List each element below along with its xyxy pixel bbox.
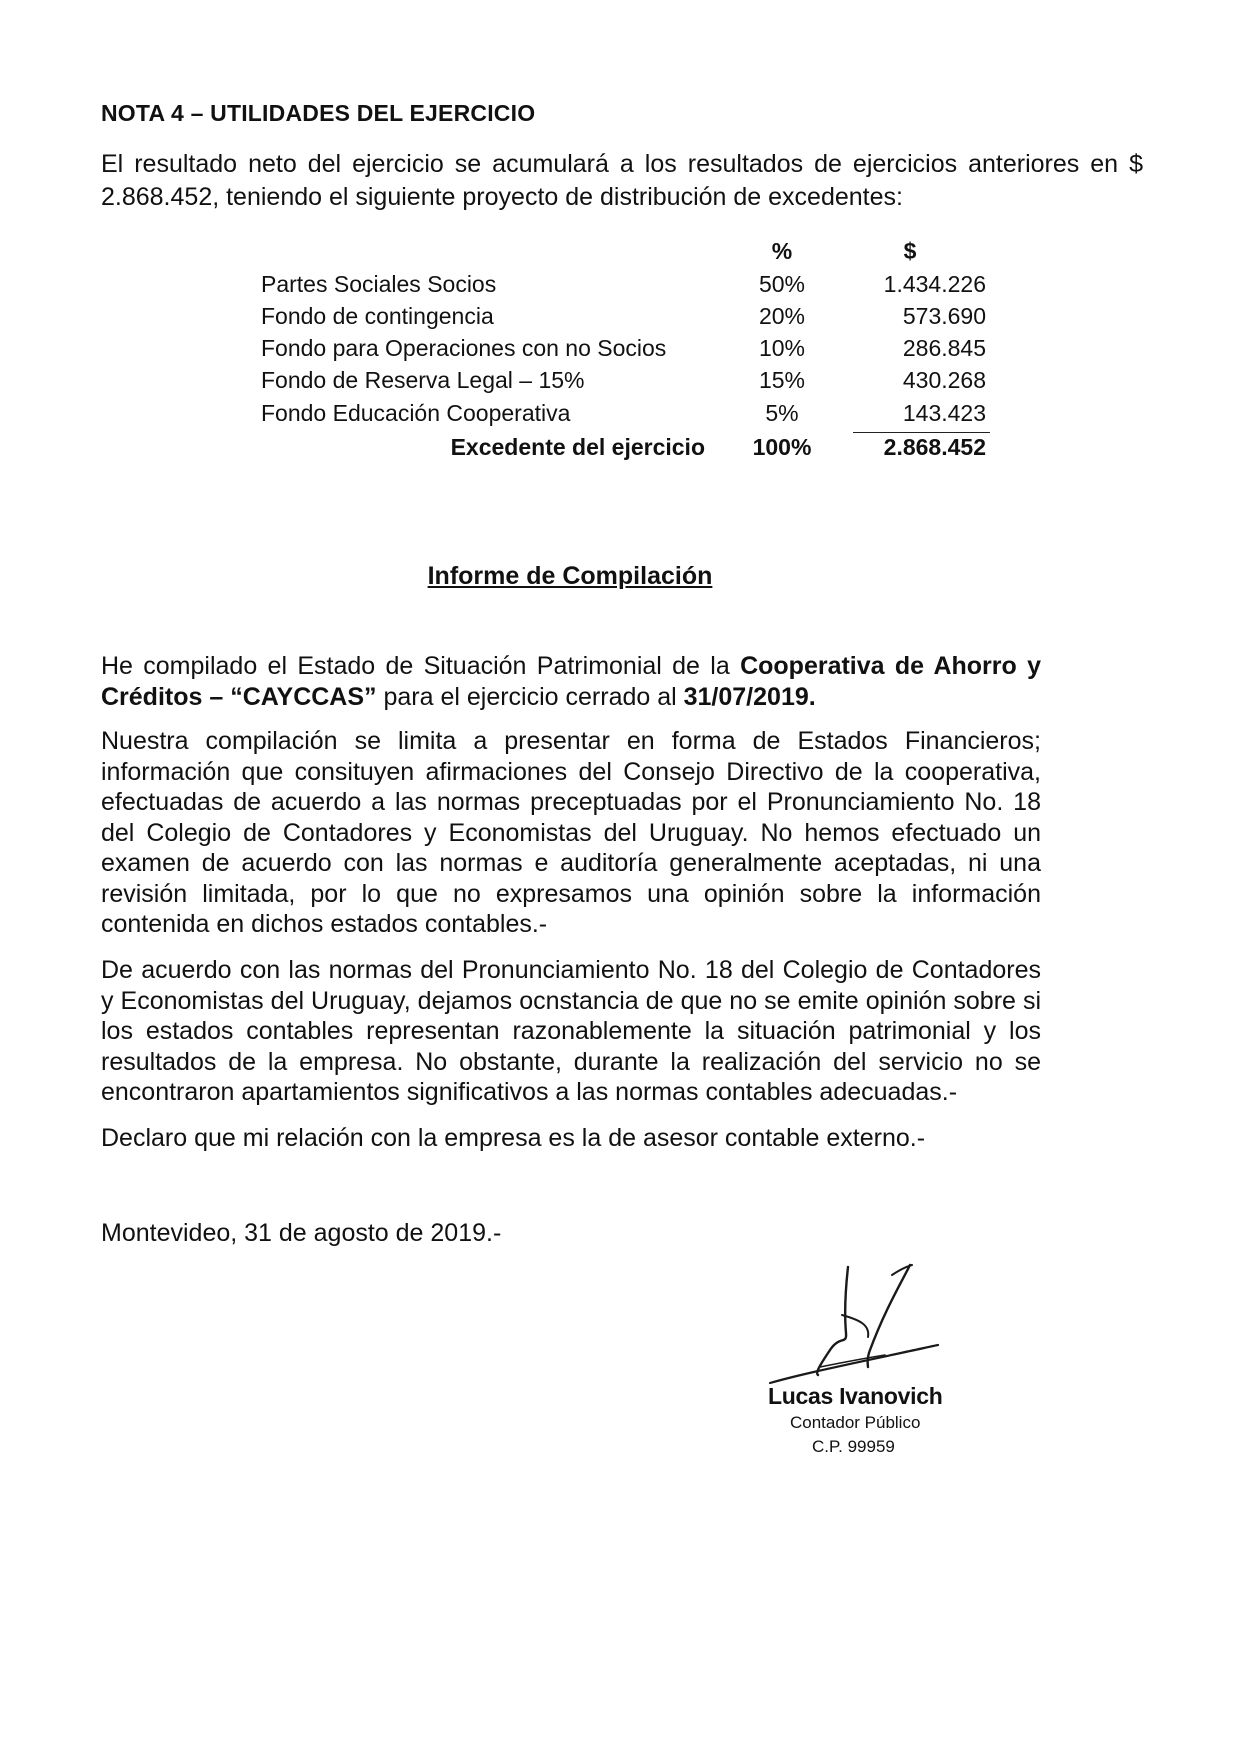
distribution-table xyxy=(0,0,1241,480)
signer-registration: C.P. 99959 xyxy=(812,1437,895,1456)
row-label: Fondo de Reserva Legal – 15% xyxy=(261,367,585,393)
row-percent: 15% xyxy=(758,367,806,393)
row-percent: 20% xyxy=(758,303,806,329)
row-label: Fondo Educación Cooperativa xyxy=(261,400,571,426)
report-title: Informe de Compilación xyxy=(427,562,713,590)
cooperative-name: Cooperativa de Ahorro y Créditos – “CAYCCAS” xyxy=(101,652,1042,711)
place-date: Montevideo, 31 de agosto de 2019.- xyxy=(101,1219,502,1247)
row-label: Fondo de contingencia xyxy=(261,303,494,329)
signer-name: Lucas Ivanovich xyxy=(768,1383,943,1409)
report-paragraph-4: Declaro que mi relación con la empresa es la de asesor contable externo.- xyxy=(101,1124,926,1152)
report-paragraph-1 xyxy=(101,651,1041,712)
p1-text-c: para el ejercicio cerrado al xyxy=(376,682,684,711)
row-amount: 573.690 xyxy=(902,303,986,329)
report-paragraph-2: Nuestra compilación se limita a presentar en forma de Estados Financieros; información que consituyen afirmaciones del Consejo Directivo de la cooperativa, efectuadas de acuerdo a las normas preceptuadas por el Pronunciamiento No. 18 del Colegio de Contadores y Economistas del Uruguay. No hemos efectuado un examen de acuerdo con las normas e auditoría generalmente aceptadas, ni una revisión limitada, por lo que no expresamos una opinión sobre la información contenida en dichos estados contables.- xyxy=(101,727,1041,938)
p1-text-a: He compilado el Estado de Situación Patrimonial de la xyxy=(101,652,741,680)
closing-date: 31/07/2019. xyxy=(683,682,816,711)
row-percent: 50% xyxy=(758,271,806,297)
report-paragraph-3: De acuerdo con las normas del Pronunciamiento No. 18 del Colegio de Contadores y Economistas del Uruguay, dejamos ocnstancia de que no se emite opinión sobre si los estados contables representan razonablemente la situación patrimonial y los resultados de la empresa. No obstante, durante la realización del servicio no se encontraron apartamientos significativos a las normas contables adecuadas.- xyxy=(101,956,1041,1106)
header-amount: $ xyxy=(903,238,917,264)
row-label: Fondo para Operaciones con no Socios xyxy=(261,335,667,361)
total-label: Excedente del ejercicio xyxy=(450,434,705,460)
row-amount: 286.845 xyxy=(902,335,986,361)
signer-role: Contador Público xyxy=(790,1413,921,1432)
row-percent: 10% xyxy=(758,335,806,361)
total-amount: 2.868.452 xyxy=(883,434,986,460)
row-amount: 1.434.226 xyxy=(883,271,986,297)
intro-paragraph: El resultado neto del ejercicio se acumulará a los resultados de ejercicios anteriores en $ 2.868.452, teniendo el siguiente proyecto de distribución de excedentes: xyxy=(101,150,1143,211)
row-label: Partes Sociales Socios xyxy=(261,271,497,297)
row-percent: 5% xyxy=(765,400,799,426)
row-amount: 430.268 xyxy=(902,367,986,393)
handwritten-signature xyxy=(760,1255,960,1395)
section-title: NOTA 4 – UTILIDADES DEL EJERCICIO xyxy=(101,100,536,126)
row-amount: 143.423 xyxy=(902,400,986,426)
total-percent: 100% xyxy=(752,434,812,460)
header-percent: % xyxy=(771,238,793,264)
